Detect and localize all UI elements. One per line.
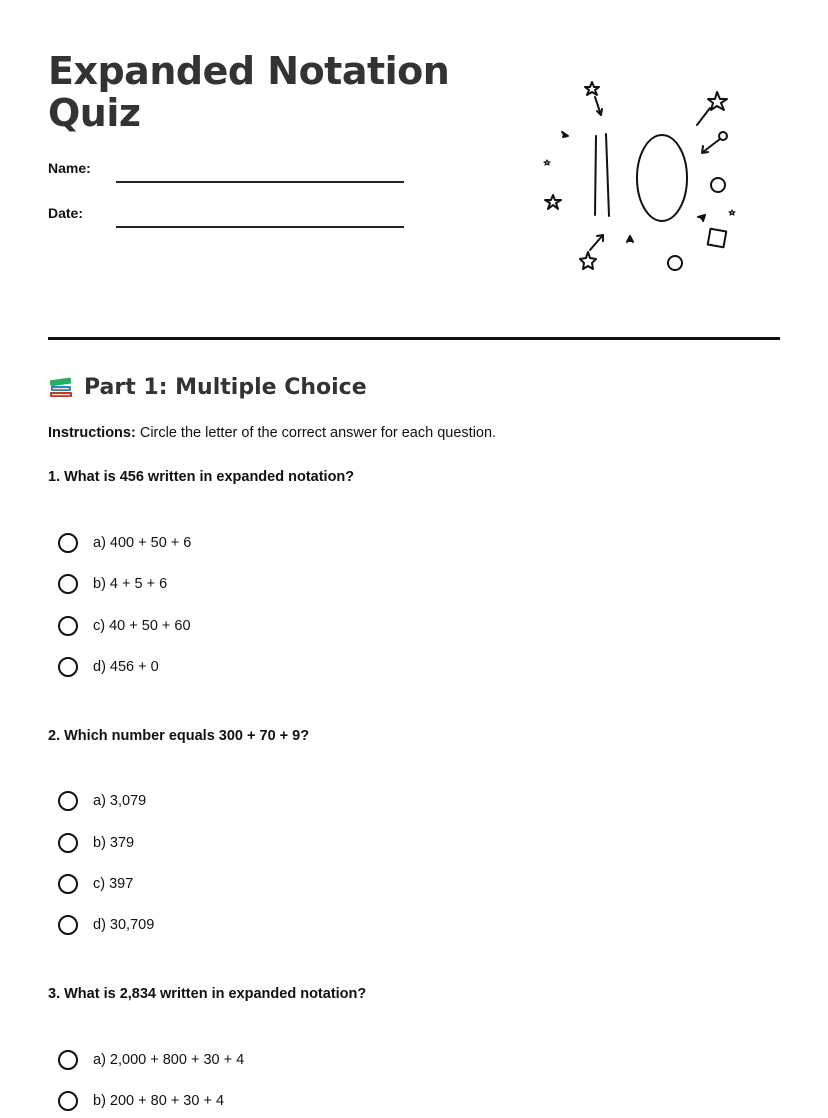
- q1-option-a[interactable]: [58, 531, 191, 555]
- radio-circle[interactable]: [58, 533, 78, 553]
- page-title: [48, 50, 468, 134]
- option-label: c) 397: [93, 876, 134, 892]
- title-line-1: Expanded Notation: [48, 49, 450, 93]
- q3-option-b[interactable]: [58, 1089, 224, 1113]
- q3-option-a[interactable]: [58, 1048, 244, 1072]
- name-field: [48, 160, 408, 190]
- books-icon: [48, 374, 74, 400]
- instructions-text: Circle the letter of the correct answer for each question.: [135, 425, 497, 441]
- option-label: a) 3,079: [93, 793, 147, 809]
- option-label: d) 456 + 0: [93, 659, 159, 675]
- instructions: [48, 425, 496, 441]
- option-label: b) 379: [93, 835, 135, 851]
- q2-option-c[interactable]: [58, 872, 133, 896]
- radio-circle[interactable]: [58, 1091, 78, 1111]
- question-3: 3. What is 2,834 written in expanded notation?: [48, 986, 367, 1002]
- radio-circle[interactable]: [58, 616, 78, 636]
- q1-option-d[interactable]: [58, 655, 159, 679]
- name-label: Name:: [48, 160, 91, 176]
- instructions-label: Instructions:: [48, 425, 136, 441]
- q1-option-b[interactable]: [58, 572, 167, 596]
- title-line-2: Quiz: [48, 91, 141, 135]
- radio-circle[interactable]: [58, 657, 78, 677]
- radio-circle[interactable]: [58, 833, 78, 853]
- date-label: Date:: [48, 205, 84, 221]
- option-label: c) 40 + 50 + 60: [93, 618, 191, 634]
- option-label: b) 4 + 5 + 6: [93, 576, 168, 592]
- date-field: [48, 205, 408, 235]
- part1-heading-text: Part 1: Multiple Choice: [84, 374, 367, 400]
- part1-heading: [48, 374, 367, 400]
- q2-option-d[interactable]: [58, 913, 154, 937]
- radio-circle[interactable]: [58, 874, 78, 894]
- radio-circle[interactable]: [58, 915, 78, 935]
- option-label: d) 30,709: [93, 917, 155, 933]
- question-1: 1. What is 456 written in expanded notation?: [48, 469, 355, 485]
- q2-option-a[interactable]: [58, 789, 146, 813]
- option-label: a) 2,000 + 800 + 30 + 4: [93, 1052, 245, 1068]
- date-input-line[interactable]: [116, 226, 404, 228]
- option-label: b) 200 + 80 + 30 + 4: [93, 1093, 225, 1109]
- number-ten-doodle-icon: [535, 70, 745, 280]
- section-divider: [48, 337, 780, 340]
- radio-circle[interactable]: [58, 574, 78, 594]
- question-2: 2. Which number equals 300 + 70 + 9?: [48, 728, 310, 744]
- option-label: a) 400 + 50 + 6: [93, 535, 192, 551]
- radio-circle[interactable]: [58, 791, 78, 811]
- name-input-line[interactable]: [116, 181, 404, 183]
- q2-option-b[interactable]: [58, 831, 134, 855]
- q1-option-c[interactable]: [58, 614, 191, 638]
- radio-circle[interactable]: [58, 1050, 78, 1070]
